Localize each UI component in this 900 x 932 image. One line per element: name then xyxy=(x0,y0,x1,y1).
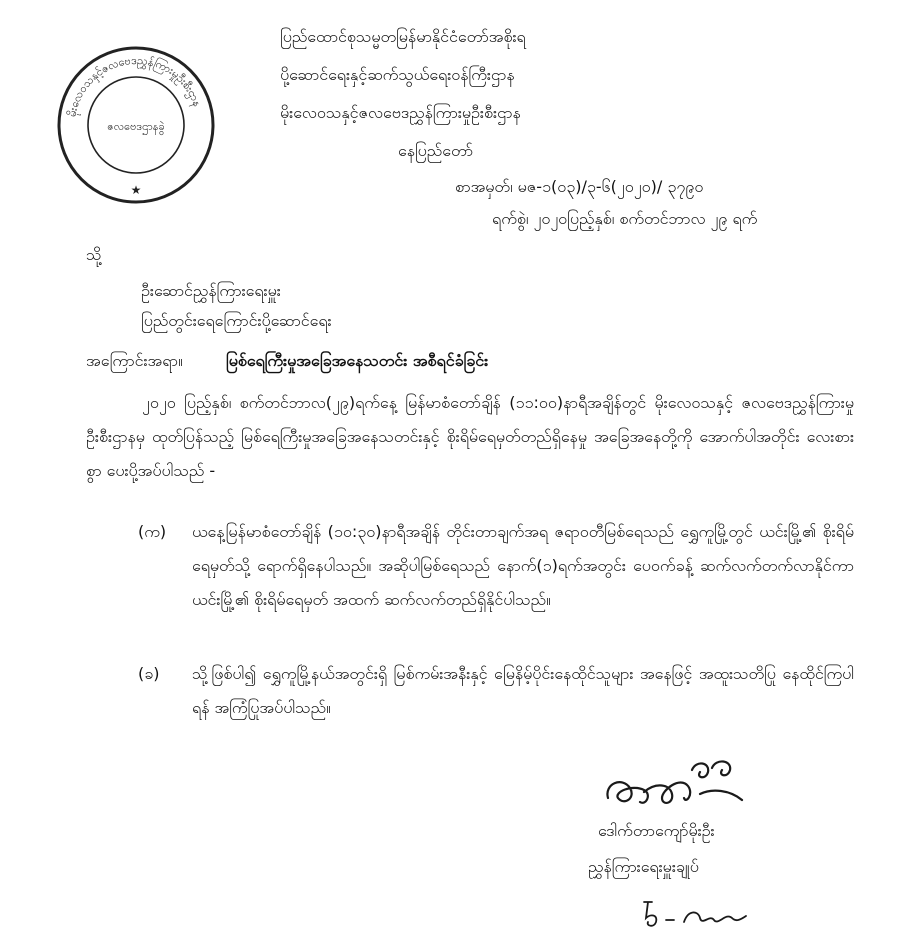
body-intro: ၂၀၂၀ ပြည့်နှစ်၊ စက်တင်ဘာလ(၂၉)ရက်နေ့ မြန်မာစံတော်ချိန် (၁၁:၀၀)နာရီအချိန်တွင် မိုးလေဝသနှင့် ဇလဗေဒညွှန်ကြားမှုဦးစီးဌာနမှ ထုတ်ပြန်သည့် မြစ်ရေကြီးမှုအခြေအနေသတင်းနှင့် စိုးရိမ်ရေမှတ်တည်ရှိနေမှု အခြေအနေတို့ကို အောက်ပါအတိုင်း လေးစားစွာ ပေးပို့အပ်ပါသည် - xyxy=(86,393,854,480)
item-marker: (ခ) xyxy=(138,664,160,683)
letterhead-government: ပြည်ထောင်စုသမ္မတမြန်မာနိုင်ငံတော်အစိုးရ xyxy=(280,27,526,46)
signatory-title: ညွှန်ကြားရေးမှူးချုပ် xyxy=(588,857,699,876)
initials-mark xyxy=(640,896,750,930)
department-seal xyxy=(45,44,227,206)
item-marker: (က) xyxy=(138,522,167,541)
star-icon: ★ xyxy=(130,183,142,197)
letter-number: စာအမှတ်၊ မဇ-၁(၀၃)/၃-၆(၂၀၂၀)/ ၃၇၉၀ xyxy=(455,177,704,196)
subject-label: အကြောင်းအရာ။ xyxy=(86,351,183,370)
letterhead-department: မိုးလေဝသနှင့်ဇလဗေဒညွှန်ကြားမှုဦးစီးဌာန xyxy=(280,103,521,122)
list-item: သို့ဖြစ်ပါ၍ ရွှေကူမြို့နယ်အတွင်းရှိ မြစ်ကမ်းအနီးနှင့် မြေနိမ့်ပိုင်းနေထိုင်သူများ အနေဖြင့် အထူးသတိပြု နေထိုင်ကြပါရန် အကြံပြုအပ်ပါသည်။ xyxy=(192,664,854,717)
to-label: သို့ xyxy=(86,245,102,264)
recipient-organization: ပြည်တွင်းရေကြောင်းပို့ဆောင်ရေး xyxy=(141,311,332,330)
recipient-title: ဦးဆောင်ညွှန်ကြားရေးမှူး xyxy=(141,281,281,300)
seal-center-text: ဇလဗေဒဌာနခွဲ xyxy=(107,120,165,133)
list-item: ယနေ့မြန်မာစံတော်ချိန် (၁၀:၃၀)နာရီအချိန် တိုင်းတာချက်အရ ဇရာဝတီမြစ်ရေသည် ရွှေကူမြို့တွင် ယင်းမြို့၏ စိုးရိမ်ရေမှတ်သို့ ရောက်ရှိနေပါသည်။ အဆိုပါမြစ်ရေသည် နောက်(၁)ရက်အတွင်း ပေ၀က်ခန့် ဆက်လက်တက်လာနိုင်ကာ ယင်းမြို့၏ စိုးရိမ်ရေမှတ် အထက် ဆက်လက်တည်ရှိနိုင်ပါသည်။ xyxy=(192,522,854,609)
handwritten-signature xyxy=(600,754,750,814)
letter-date: ရက်စွဲ၊ ၂၀၂၀ပြည့်နှစ်၊ စက်တင်ဘာလ ၂၉ ရက် xyxy=(492,209,758,228)
letterhead-ministry: ပို့ဆောင်ရေးနှင့်ဆက်သွယ်ရေးဝန်ကြီးဌာန xyxy=(280,65,515,84)
seal-ring-text: မိုးလေဝသနှင့်ဇလဗေဒညွှန်ကြားမှုဦးစီးဌာန xyxy=(65,53,204,118)
signatory-name: ဒေါက်တာကျော်မိုးဦး xyxy=(598,821,715,840)
letterhead-city: နေပြည်တော် xyxy=(398,141,474,160)
subject-text: မြစ်ရေကြီးမှုအခြေအနေသတင်း အစီရင်ခံခြင်း xyxy=(226,351,489,370)
